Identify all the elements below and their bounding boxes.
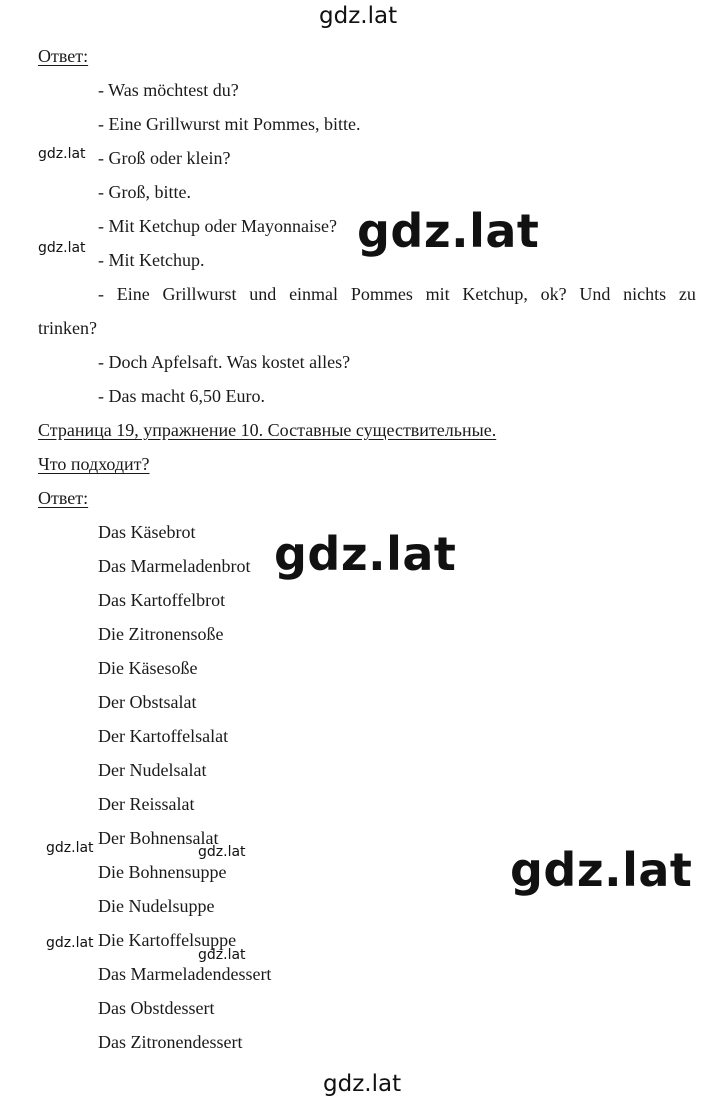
dialogue-line: - Mit Ketchup. [98,250,205,270]
word-list-item: Der Bohnensalat [98,828,219,848]
word-list-item: Der Reissalat [98,794,195,814]
word: - [98,284,104,304]
answer-label: Ответ: [38,488,89,508]
word-list-item: Der Obstsalat [98,692,197,712]
dialogue-long-line [98,283,696,305]
word: mit [425,284,450,304]
watermark-small: gdz.lat [46,840,94,856]
watermark-small: gdz.lat [198,947,246,963]
watermark-large: gdz.lat [357,204,540,258]
dialogue-line-continuation: trinken? [38,318,97,338]
watermark-small: gdz.lat [38,240,86,256]
word-list-item: Das Zitronendessert [98,1032,243,1052]
dialogue-line: - Groß oder klein? [98,148,231,168]
word-list-item: Die Nudelsuppe [98,896,215,916]
watermark-small: gdz.lat [198,844,246,860]
word-list-item: Das Marmeladendessert [98,964,272,984]
word-list-item: Das Käsebrot [98,522,196,542]
word-list-item: Das Obstdessert [98,998,215,1018]
word: Pommes [350,284,413,304]
word-list-item: Die Bohnensuppe [98,862,227,882]
word: und [249,284,277,304]
watermark-top: gdz.lat [319,3,398,29]
word: Eine [116,284,150,304]
answer-label: Ответ: [38,46,89,66]
watermark-bottom: gdz.lat [323,1071,402,1097]
exercise-heading: Страница 19, упражнение 10. Составные существительные. [38,420,497,440]
word: einmal [289,284,339,304]
word-list-item: Der Kartoffelsalat [98,726,229,746]
exercise-question: Что подходит? [38,454,150,474]
word-list-item: Der Nudelsalat [98,760,207,780]
word-list-item: Die Kartoffelsuppe [98,930,237,950]
dialogue-line: - Mit Ketchup oder Mayonnaise? [98,216,337,236]
word: Und [579,284,611,304]
word: Ketchup, [462,284,528,304]
dialogue-line: - Eine Grillwurst mit Pommes, bitte. [98,114,361,134]
watermark-large: gdz.lat [510,843,693,897]
word: ok? [540,284,567,304]
dialogue-line: - Das macht 6,50 Euro. [98,386,265,406]
dialogue-line: - Doch Apfelsaft. Was kostet alles? [98,352,351,372]
watermark-small: gdz.lat [46,935,94,951]
word: nichts [623,284,667,304]
word-list-item: Die Käsesoße [98,658,198,678]
watermark-large: gdz.lat [274,527,457,581]
word-list-item: Die Zitronensoße [98,624,224,644]
dialogue-line: - Was möchtest du? [98,80,239,100]
word-list-item: Das Marmeladenbrot [98,556,251,576]
word-list-item: Das Kartoffelbrot [98,590,226,610]
word: zu [678,284,696,304]
word: Grillwurst [162,284,237,304]
watermark-small: gdz.lat [38,146,86,162]
dialogue-line: - Groß, bitte. [98,182,191,202]
